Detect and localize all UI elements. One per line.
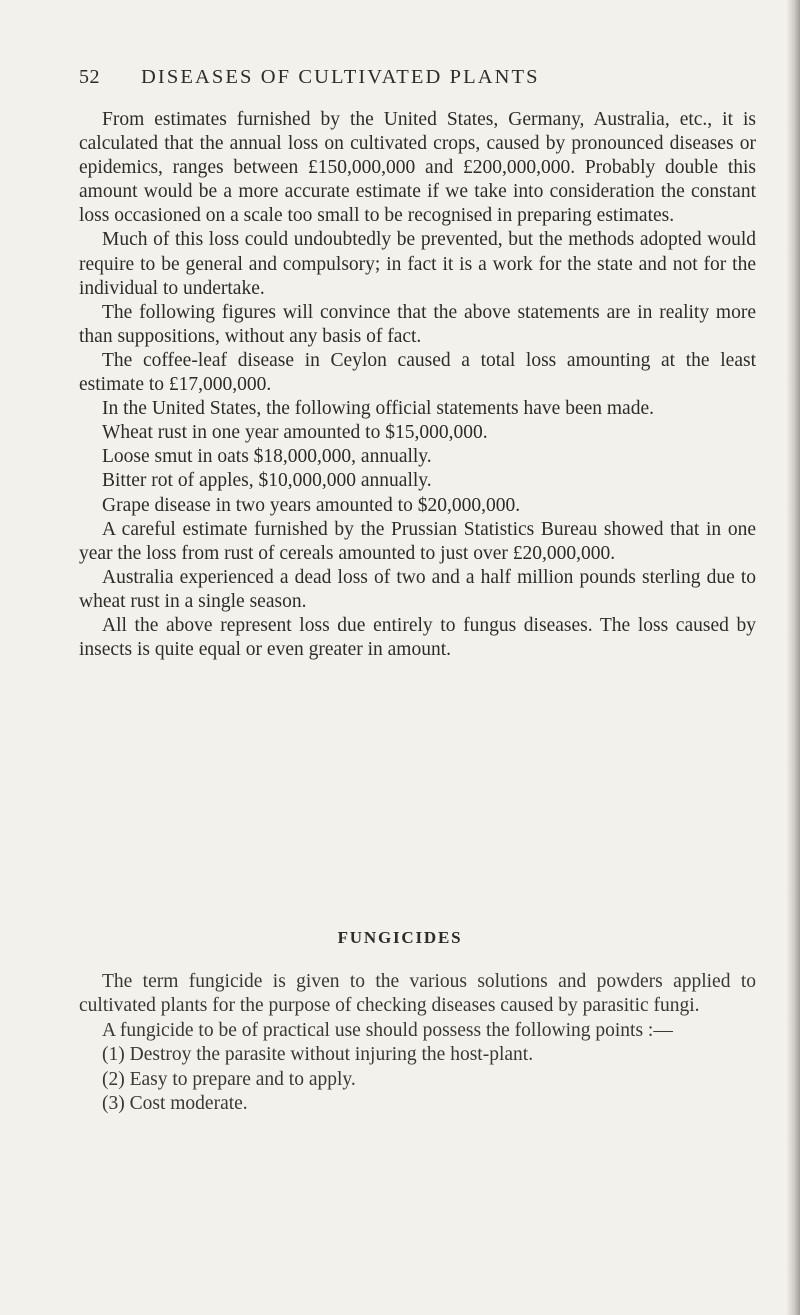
paragraph-estimates: From estimates furnished by the United States, Germany, Australia, etc., it is calculated that the annual loss on cultivated crops, caused by pronounced diseases or epidemics, ranges between £150,000,000 and £200,000,000. Probably double this amount would be a more accurate estimate if we take into consideration the constant loss occasioned on a scale too small to be recognised in preparing estimates.: [79, 109, 756, 227]
section-heading: FUNGICIDES: [337, 928, 463, 947]
paragraph-fungus-summary: All the above represent loss due entirely to fungus diseases. The loss caused by insects is quite equal or even greater in amount.: [79, 614, 756, 661]
main-text: [79, 108, 756, 662]
paragraph-prevention: Much of this loss could undoubtedly be prevented, but the methods adopted would require to be general and compulsory; in fact it is a work for the state and not for the individual to undertake.: [79, 229, 756, 299]
running-head: DISEASES OF CULTIVATED PLANTS: [141, 66, 540, 88]
list-item: (1) Destroy the parasite without injuring the host-plant.: [102, 1044, 534, 1066]
paragraph-grape-disease: Grape disease in two years amounted to $20,000,000.: [102, 494, 521, 516]
paragraph-fungicide-points-intro: A fungicide to be of practical use should possess the following points :—: [102, 1019, 673, 1041]
paragraph-prussian-estimate: A careful estimate furnished by the Prussian Statistics Bureau showed that in one year the loss from rust of cereals amounted to just over £20,000,000.: [79, 518, 756, 564]
paragraph-bitter-rot: Bitter rot of apples, $10,000,000 annually.: [102, 470, 432, 492]
list-item: (3) Cost moderate.: [102, 1093, 248, 1115]
paragraph-australia: Australia experienced a dead loss of two and a half million pounds sterling due to wheat rust in a single season.: [79, 566, 756, 612]
list-item: (2) Easy to prepare and to apply.: [102, 1068, 356, 1090]
paragraph-loose-smut: Loose smut in oats $18,000,000, annually.: [102, 446, 432, 468]
paragraph-figures-intro: The following figures will convince that the above statements are in reality more than suppositions, without any basis of fact.: [79, 301, 756, 347]
page-number: 52: [79, 66, 100, 88]
paragraph-wheat-rust: Wheat rust in one year amounted to $15,000,000.: [102, 422, 488, 444]
section-text: [79, 970, 756, 1116]
paragraph-united-states: In the United States, the following official statements have been made.: [102, 398, 654, 420]
paragraph-ceylon: The coffee-leaf disease in Ceylon caused a total loss amounting at the least estimate to £17,000,000.: [79, 349, 756, 396]
page-header: [0, 66, 800, 96]
paragraph-fungicide-definition: The term fungicide is given to the various solutions and powders applied to cultivated plants for the purpose of checking diseases caused by parasitic fungi.: [79, 971, 756, 1017]
page-edge-shadow: [786, 0, 800, 1315]
